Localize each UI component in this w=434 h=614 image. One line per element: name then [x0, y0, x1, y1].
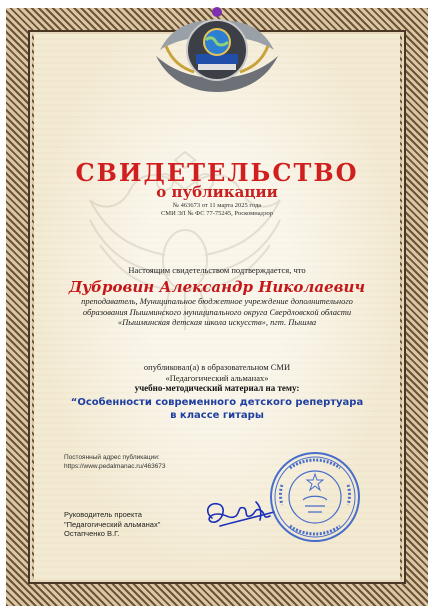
material-type: учебно-методический материал на тему:: [134, 383, 300, 393]
publication-topic: “Особенности современного детского репертуара в классе гитары: [70, 397, 364, 421]
certificate-subtitle: о публикации: [156, 183, 278, 201]
published-line: опубликовал(а) в образовательном СМИ: [143, 362, 291, 372]
publication-address: [64, 454, 166, 471]
journal-name: «Педагогический альманах»: [165, 372, 269, 383]
signer-project: "Педагогический альманах": [64, 519, 161, 529]
address-url[interactable]: https://www.pedalmanac.ru/463673: [64, 462, 166, 470]
signer-name: Остапченко В.Г.: [64, 529, 120, 538]
certificate-title: СВИДЕТЕЛЬСТВО: [75, 158, 359, 187]
media-registration: СМИ ЭЛ № ФС 77-75245, Роскомнадзор: [160, 210, 274, 217]
signer-role: Руководитель проекта: [64, 510, 142, 519]
official-round-stamp-icon: [268, 450, 362, 544]
recipient-position: преподаватель, Муниципальное бюджетное учреждение дополнительного образования Пышминского муниципального округа Свердловской области «Пышминская детская школа искусств», пгт. Пышма: [81, 296, 353, 327]
registration-info: [0, 202, 434, 218]
recipient-name: Дубровин Александр Николаевич: [68, 278, 366, 296]
confirmation-text: Настоящим свидетельством подтверждается, что: [128, 265, 306, 275]
globe-with-books-emblem-icon: [152, 6, 282, 94]
signer-block: [64, 510, 160, 539]
publication-info: [0, 362, 434, 383]
registration-number: № 463673 от 11 марта 2025 года: [172, 202, 262, 209]
address-label: Постоянный адрес публикации:: [64, 454, 160, 461]
